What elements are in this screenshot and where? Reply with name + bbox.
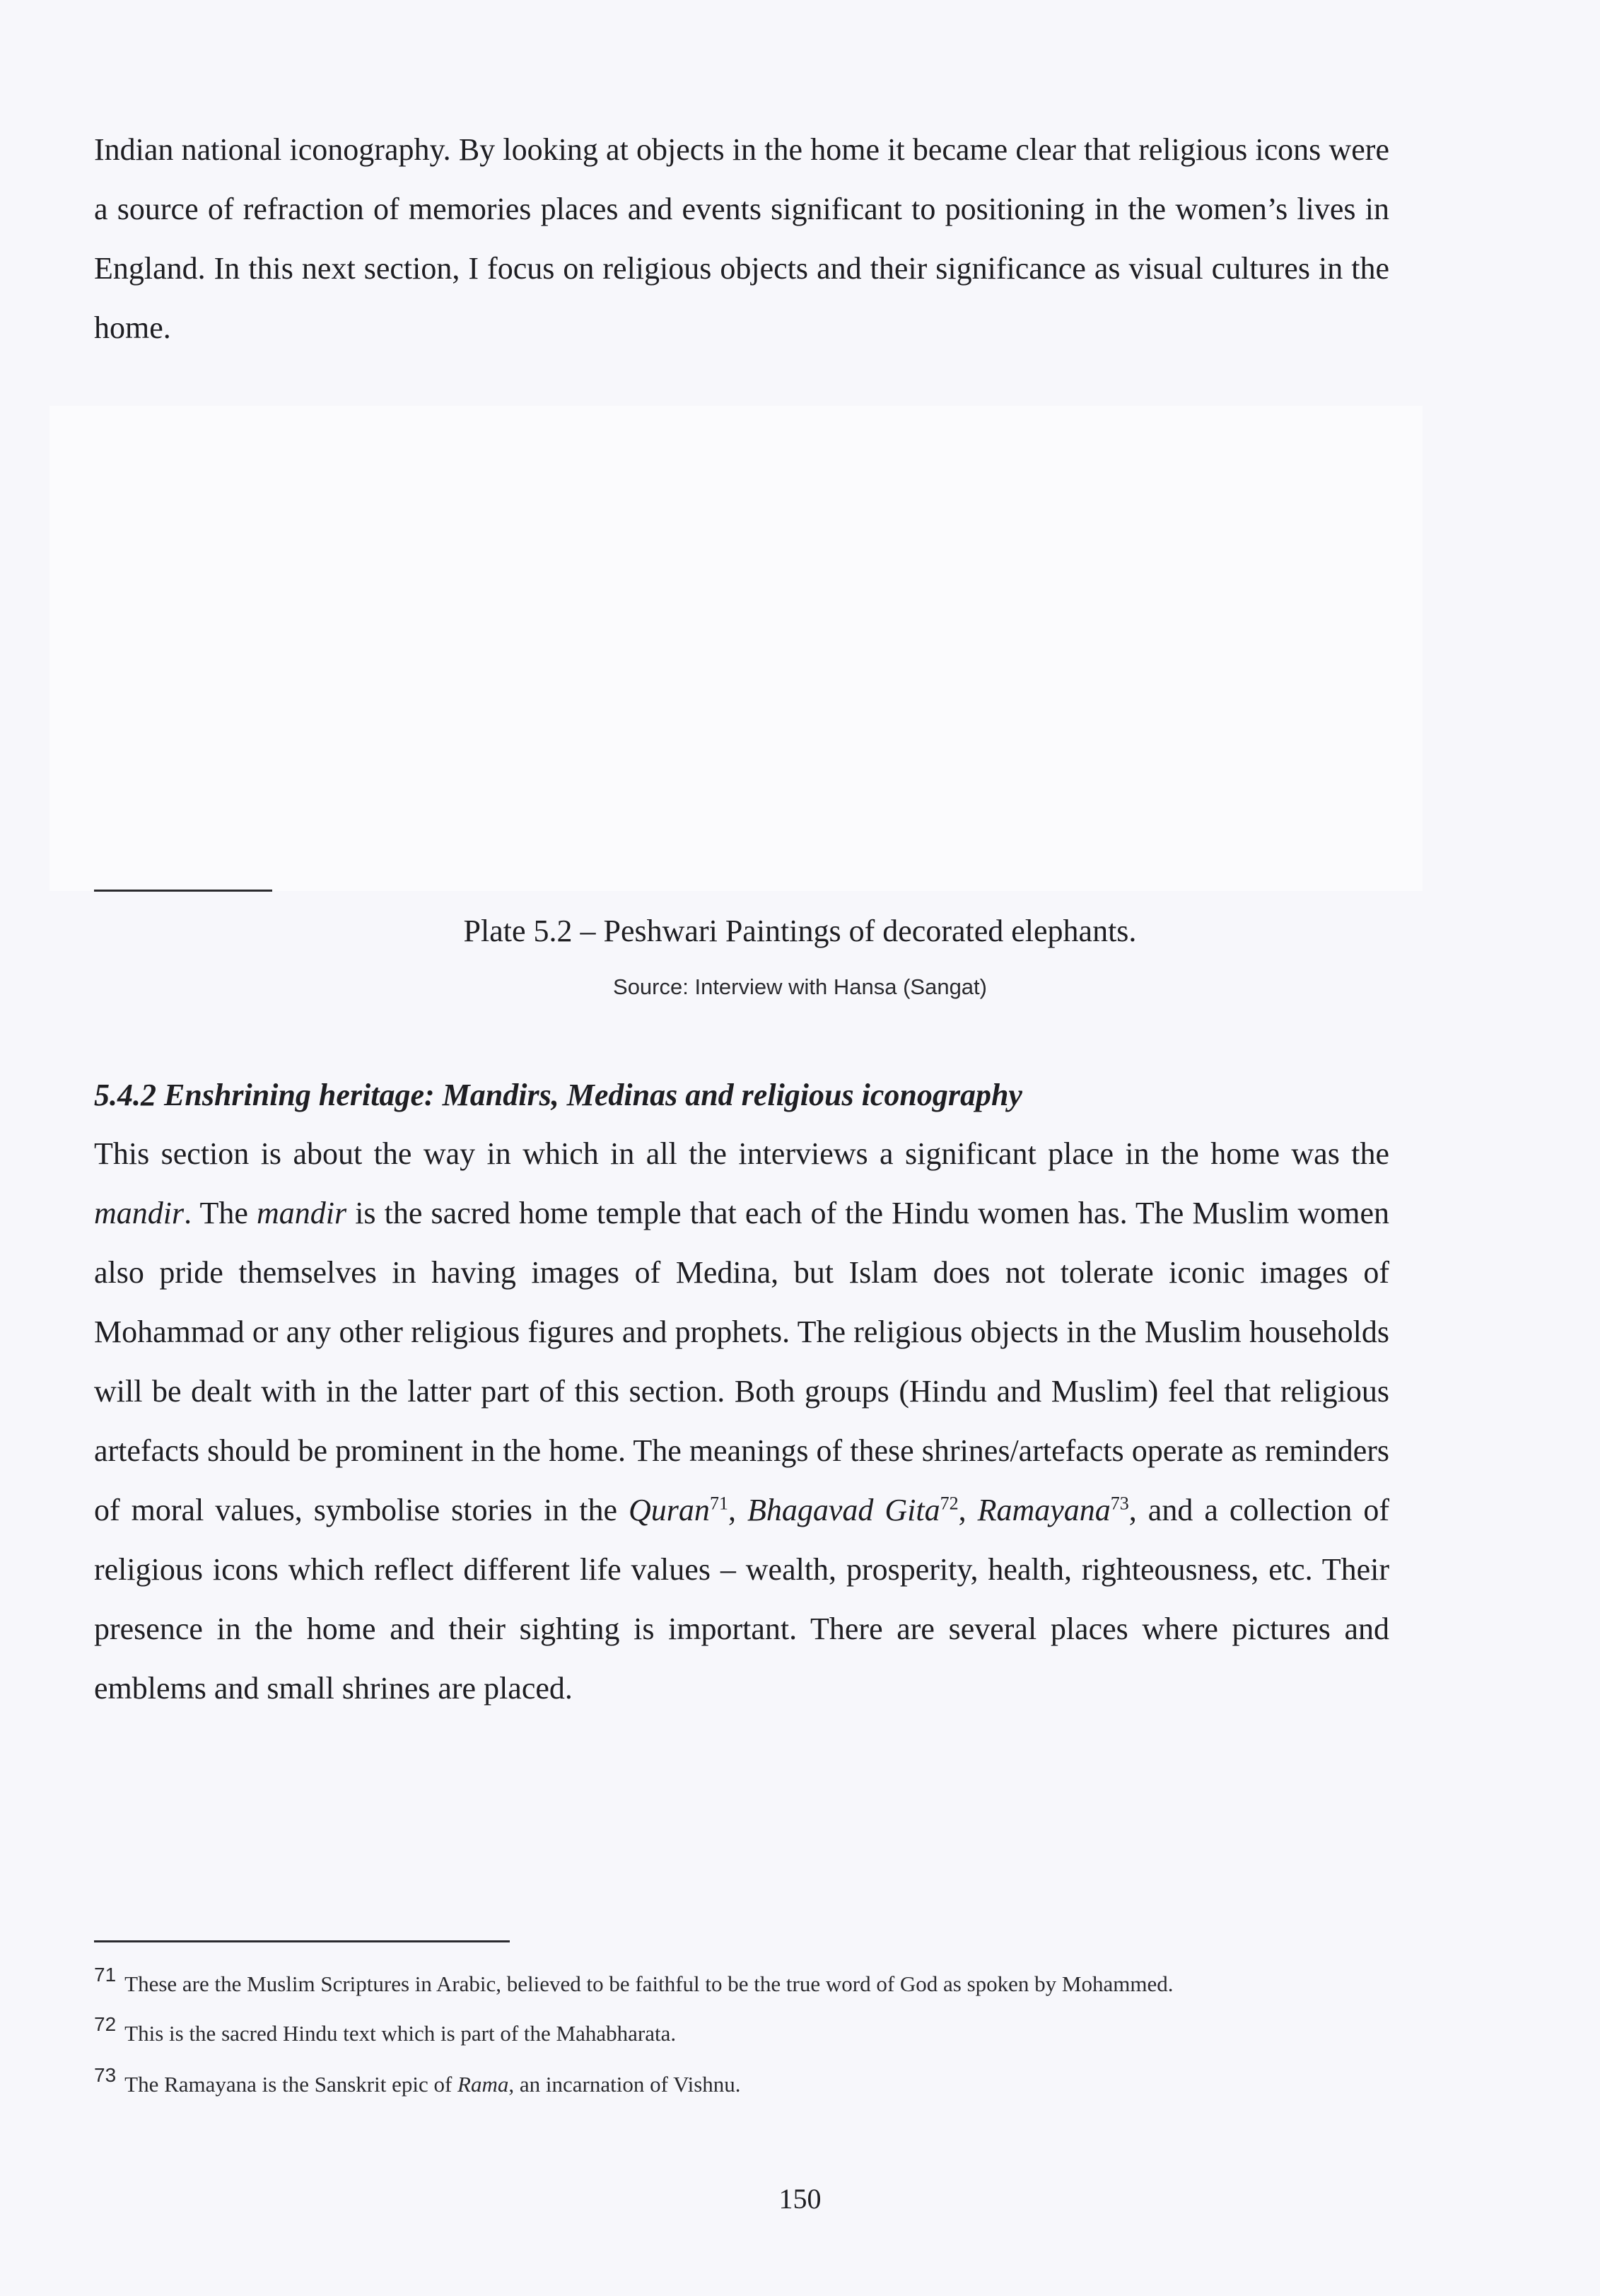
footnote-number: 71: [94, 1964, 117, 1986]
footnote-number: 73: [94, 2064, 117, 2086]
footnote-text: These are the Muslim Scriptures in Arabic, believed to be faithful to be the true word of God as spoken by Mohammed.: [124, 1971, 1174, 1996]
text-run: This section is about the way in which in all the interviews a significant place in the home was the: [94, 1136, 1389, 1171]
figure-placeholder: [49, 406, 1423, 891]
section-paragraph: [94, 1124, 1389, 1718]
footnote-73: [94, 2064, 1395, 2102]
text-run: ,: [958, 1493, 978, 1527]
text-run: , and a collection of religious icons which reflect different life values – wealth, prosperity, health, righteousness, etc. Their presence in the home and their sighting is important. There are several places where pictures and emblems and small shrines are placed.: [94, 1493, 1390, 1706]
term-ramayana: Ramayana: [977, 1493, 1111, 1527]
footnote-ref-72[interactable]: 72: [940, 1493, 959, 1514]
section-paragraph-text: [94, 1124, 1389, 1718]
text-run: is the sacred home temple that each of the Hindu women has. The Muslim women also pride themselves in having images of Medina, but Islam does not tolerate iconic images of Mohammad or any other religious figures and prophets. The religious objects in the Muslim households will be dealt with in the latter part of this section. Both groups (Hindu and Muslim) feel that religious artefacts should be prominent in the home. The meanings of these shrines/artefacts operate as reminders of moral values, symbolise stories in the: [94, 1196, 1389, 1527]
term-mandir: mandir: [94, 1196, 185, 1230]
figure-caption: Plate 5.2 – Peshwari Paintings of decorated elephants.: [463, 914, 1137, 948]
footnote-number: 72: [94, 2013, 117, 2035]
term-quran: Quran: [629, 1493, 710, 1527]
footnote-text: The Ramayana is the Sanskrit epic of: [124, 2072, 458, 2097]
footnote-ref-73[interactable]: 73: [1110, 1493, 1129, 1514]
text-run: ,: [728, 1493, 747, 1527]
page-number: 150: [778, 2183, 822, 2215]
term-rama: Rama: [457, 2072, 509, 2097]
figure-source: Source: Interview with Hansa (Sangat): [613, 974, 987, 999]
term-mandir: mandir: [256, 1196, 347, 1230]
footnote-72: [94, 2013, 1395, 2051]
footnote-text: This is the sacred Hindu text which is part of the Mahabharata.: [124, 2021, 677, 2046]
figure-rule: [94, 890, 272, 892]
text-run: . The: [184, 1196, 257, 1230]
footnote-71: [94, 1964, 1395, 2002]
footnote-text: , an incarnation of Vishnu.: [508, 2072, 741, 2097]
term-bhagavad-gita: Bhagavad Gita: [747, 1493, 940, 1527]
footnote-rule: [94, 1940, 510, 1942]
section-heading: 5.4.2 Enshrining heritage: Mandirs, Medinas and religious iconography: [94, 1078, 1022, 1112]
intro-paragraph-text: Indian national iconography. By looking at objects in the home it became clear that religious icons were a source of refraction of memories places and events significant to positioning in the women’s lives in England. In this next section, I focus on religious objects and their significance as visual cultures in the home.: [94, 132, 1389, 345]
intro-paragraph: [94, 120, 1389, 358]
footnote-ref-71[interactable]: 71: [709, 1493, 728, 1514]
